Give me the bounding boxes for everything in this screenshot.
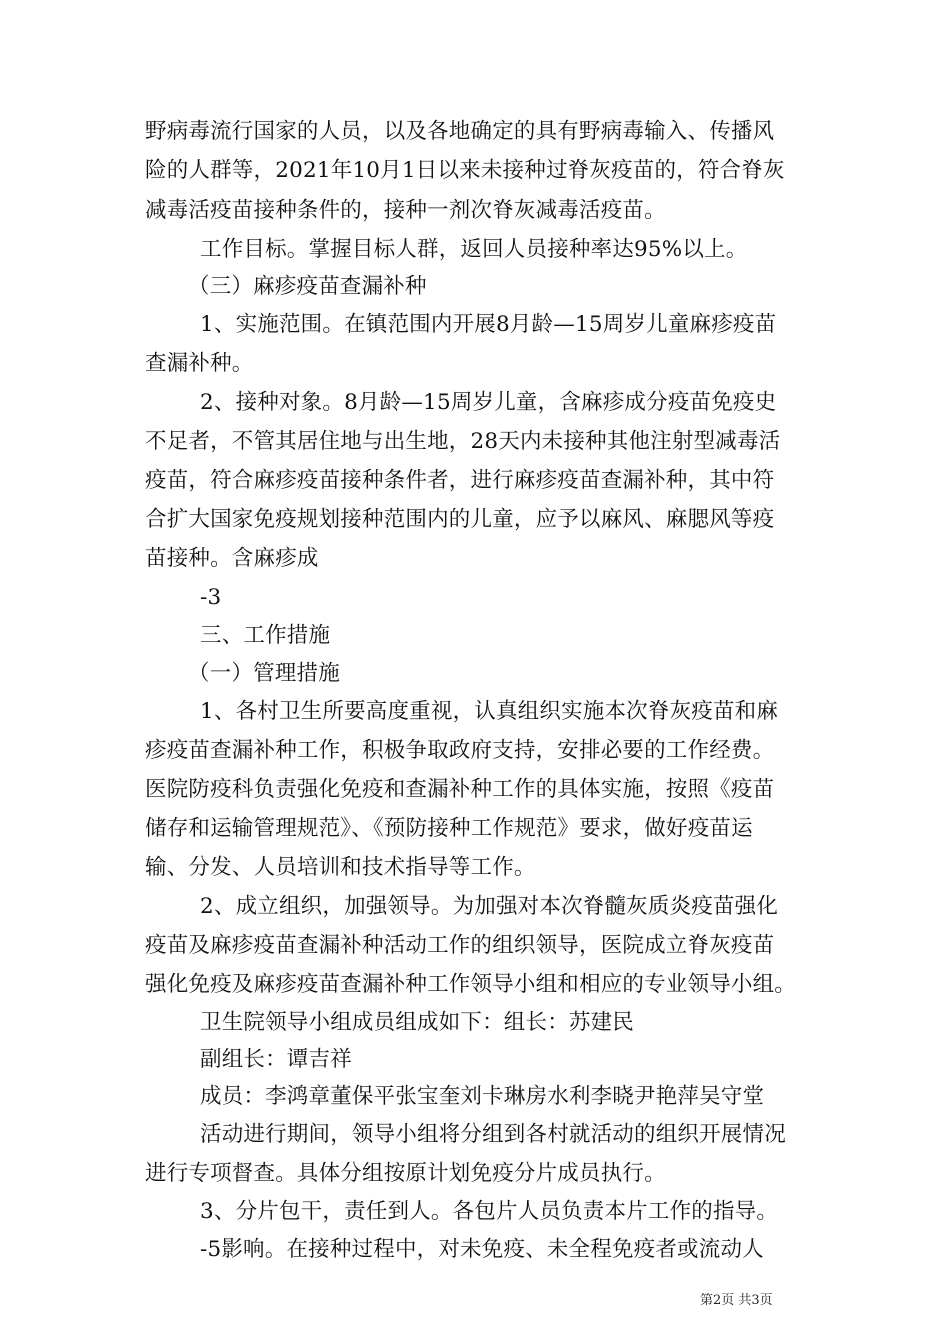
text-line: 储存和运输管理规范》、《预防接种工作规范》要求，做好疫苗运 bbox=[145, 816, 753, 841]
text-line: 合扩大国家免疫规划接种范围内的儿童，应予以麻风、麻腮风等疫 bbox=[145, 507, 775, 532]
text-line: 苗接种。含麻疹成 bbox=[145, 546, 319, 571]
section-heading: （三）麻疹疫苗查漏补种 bbox=[188, 274, 427, 299]
text-line: 野病毒流行国家的人员，以及各地确定的具有野病毒输入、传播风 bbox=[145, 119, 775, 144]
text-line: 活动进行期间，领导小组将分组到各村就活动的组织开展情况 bbox=[200, 1122, 786, 1147]
section-heading: 三、工作措施 bbox=[200, 623, 331, 648]
text-line: 险的人群等，2021年10月1日以来未接种过脊灰疫苗的，符合脊灰 bbox=[145, 158, 785, 183]
text-line: 进行专项督查。具体分组按原计划免疫分片成员执行。 bbox=[145, 1161, 666, 1186]
text-line: 强化免疫及麻疹疫苗查漏补种工作领导小组和相应的专业领导小组。 bbox=[145, 972, 797, 997]
text-line: 减毒活疫苗接种条件的，接种一剂次脊灰减毒活疫苗。 bbox=[145, 198, 666, 223]
text-line: 查漏补种。 bbox=[145, 351, 254, 376]
text-line: 2、接种对象。8月龄—15周岁儿童，含麻疹成分疫苗免疫史 bbox=[200, 390, 777, 415]
page-marker: -3 bbox=[200, 585, 222, 610]
page-footer: 第2页 共3页 bbox=[700, 1293, 773, 1308]
text-line: 2、成立组织，加强领导。为加强对本次脊髓灰质炎疫苗强化 bbox=[200, 894, 779, 919]
text-line: 疫苗，符合麻疹疫苗接种条件者，进行麻疹疫苗查漏补种，其中符 bbox=[145, 468, 775, 493]
text-line: 3、分片包干，责任到人。各包片人员负责本片工作的指导。 bbox=[200, 1199, 779, 1224]
text-line: 卫生院领导小组成员组成如下：组长：苏建民 bbox=[200, 1010, 635, 1035]
text-line: 工作目标。掌握目标人群，返回人员接种率达95%以上。 bbox=[200, 237, 748, 262]
text-line: 医院防疫科负责强化免疫和查漏补种工作的具体实施，按照《疫苗 bbox=[145, 777, 775, 802]
text-line: 疹疫苗查漏补种工作，积极争取政府支持，安排必要的工作经费。 bbox=[145, 738, 775, 763]
text-line: 不足者，不管其居住地与出生地，28天内未接种其他注射型减毒活 bbox=[145, 429, 781, 454]
text-line: 输、分发、人员培训和技术指导等工作。 bbox=[145, 855, 536, 880]
text-line: 副组长：谭吉祥 bbox=[200, 1047, 352, 1072]
text-line: -5影响。在接种过程中，对未免疫、未全程免疫者或流动人 bbox=[200, 1237, 764, 1262]
text-line: 疫苗及麻疹疫苗查漏补种活动工作的组织领导，医院成立脊灰疫苗 bbox=[145, 933, 775, 958]
section-heading: （一）管理措施 bbox=[188, 661, 340, 686]
text-line: 成员：李鸿章董保平张宝奎刘卡琳房水利李晓尹艳萍吴守堂 bbox=[200, 1084, 765, 1109]
text-line: 1、各村卫生所要高度重视，认真组织实施本次脊灰疫苗和麻 bbox=[200, 699, 779, 724]
text-line: 1、实施范围。在镇范围内开展8月龄—15周岁儿童麻疹疫苗 bbox=[200, 312, 777, 337]
